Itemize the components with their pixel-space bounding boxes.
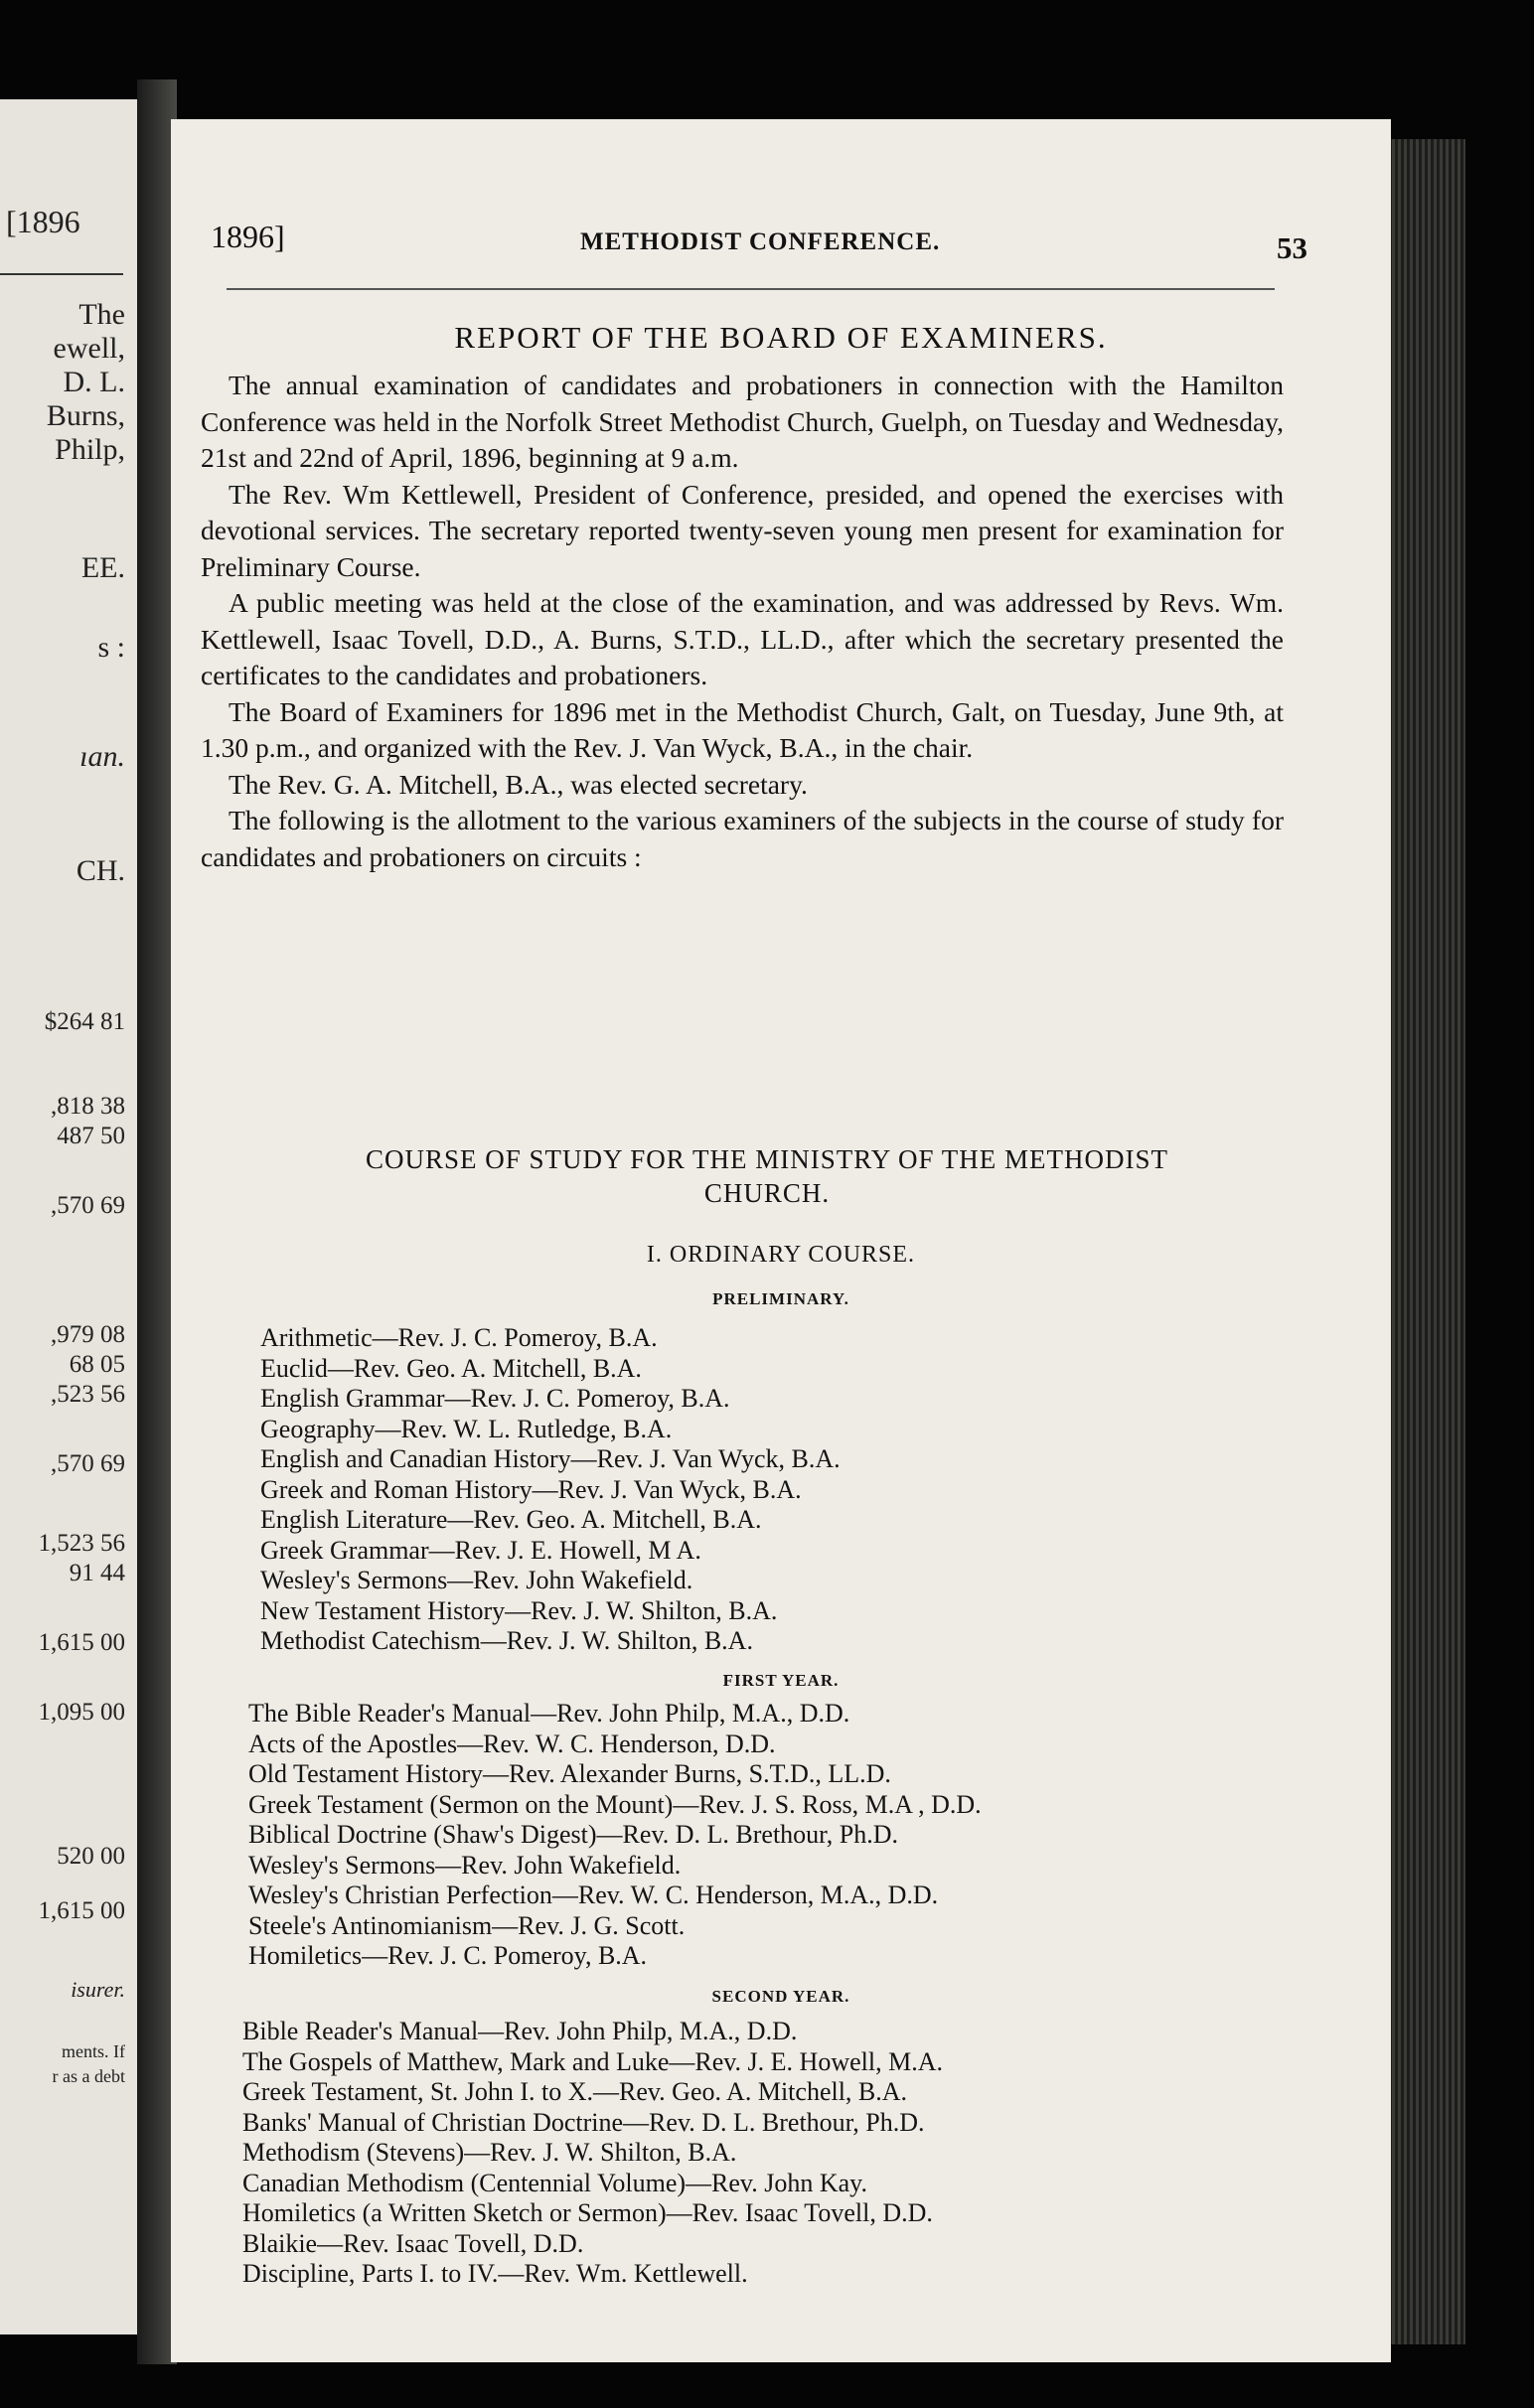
list-item: Bible Reader's Manual—Rev. John Philp, M.A., D.D. [242,2017,798,2045]
paragraph: The following is the allotment to the various examiners of the subjects in the course of study for candidates and probationers on circuits : [201,805,1284,872]
left-fragment: CH. [76,854,125,887]
list-item: Greek Testament, St. John I. to X.—Rev. Geo. A. Mitchell, B.A. [242,2077,908,2106]
left-fragment: EE. [80,551,125,584]
list-item: Wesley's Sermons—Rev. John Wakefield. [248,1850,682,1880]
list-item: Banks' Manual of Christian Doctrine—Rev. D. L. Brethour, Ph.D. [242,2107,925,2137]
page-number: 53 [1277,230,1307,265]
list-item: Greek and Roman History—Rev. J. Van Wyck, B.A. [260,1474,802,1504]
left-fragment: ,979 08 [51,1321,125,1348]
list-item: Wesley's Sermons—Rev. John Wakefield. [260,1566,693,1594]
list-item: Acts of the Apostles—Rev. W. C. Henderson, D.D. [248,1729,776,1758]
list-item: Arithmetic—Rev. J. C. Pomeroy, B.A. [260,1323,658,1352]
list-item: Biblical Doctrine (Shaw's Digest)—Rev. D. L. Brethour, Ph.D. [248,1820,899,1849]
left-fragment: r as a debt [52,2066,125,2086]
left-fragment: Philp, [55,433,125,466]
left-fragment: s : [97,631,125,664]
list-item: Greek Testament (Sermon on the Mount)—Rev. J. S. Ross, M.A , D.D. [248,1789,982,1819]
report-title: REPORT OF THE BOARD OF EXAMINERS. [454,320,1108,355]
list-item: Homiletics—Rev. J. C. Pomeroy, B.A. [248,1941,648,1970]
left-fragment: The [78,298,125,331]
list-item: Methodism (Stevens)—Rev. J. W. Shilton, B.A. [242,2138,737,2167]
left-fragment: 68 05 [69,1351,125,1378]
left-fragment: 520 00 [57,1843,125,1870]
list-item: Canadian Methodism (Centennial Volume)—Rev. John Kay. [242,2168,867,2197]
list-item: English and Canadian History—Rev. J. Van Wyck, B.A. [260,1444,841,1473]
second-year-heading: SECOND YEAR. [711,1987,850,2006]
left-fragment: 1,095 00 [38,1699,125,1726]
course-of-study-heading: COURSE OF STUDY FOR THE MINISTRY OF THE METHODIST CHURCH. [365,1144,1169,1208]
header-rule [227,288,1275,290]
left-fragment: ,570 69 [51,1450,125,1477]
list-item: Old Testament History—Rev. Alexander Burns, S.T.D., LL.D. [248,1759,891,1788]
left-fragment: isurer. [71,1977,125,2002]
list-item: English Grammar—Rev. J. C. Pomeroy, B.A. [260,1384,730,1413]
paragraph: The Rev. G. A. Mitchell, B.A., was elected secretary. [229,768,808,800]
page-edges [1386,139,1465,2344]
header-title: METHODIST CONFERENCE. [580,228,941,255]
left-fragment: ewell, [53,332,125,365]
list-item: New Testament History—Rev. J. W. Shilton, B.A. [260,1595,778,1625]
left-fragment: 91 44 [69,1560,125,1586]
left-fragment: ıan. [79,740,125,773]
left-fragment: 487 50 [57,1123,125,1149]
list-item: English Literature—Rev. Geo. A. Mitchell, B.A. [260,1505,762,1534]
left-fragment: 1,523 56 [38,1530,125,1557]
list-item: Geography—Rev. W. L. Rutledge, B.A. [260,1414,673,1443]
first-year-list [248,1699,982,1972]
left-fragment: 1,615 00 [38,1629,125,1656]
left-fragment: ,818 38 [51,1093,125,1120]
left-page-rule [0,273,123,275]
book-page [171,119,1391,2362]
left-fragment: 1,615 00 [38,1897,125,1924]
first-year-heading: FIRST YEAR. [722,1671,840,1690]
header-year: 1896] [211,219,285,254]
preliminary-heading: PRELIMINARY. [712,1289,849,1308]
paragraph: The Board of Examiners for 1896 met in the Methodist Church, Galt, on Tuesday, June 9th, at 1.30 p.m., and organized with the Rev. J. Van Wyck, B.A., in the chair. [201,695,1284,763]
list-item: The Gospels of Matthew, Mark and Luke—Rev. J. E. Howell, M.A. [242,2046,943,2076]
ordinary-course-heading: I. ORDINARY COURSE. [646,1242,916,1268]
list-item: Blaikie—Rev. Isaac Tovell, D.D. [242,2228,584,2258]
left-fragment: Burns, [46,399,125,432]
left-fragment: ,523 56 [51,1381,125,1408]
paragraph: The annual examination of candidates and probationers in connection with the Hamilton Conference was held in the Norfolk Street Methodist Church, Guelph, on Tuesday and Wednesday, 21st and 22nd of April, 1896, beginning at 9 a.m. [201,370,1284,473]
report-body [201,368,1284,875]
list-item: Homiletics (a Written Sketch or Sermon)—Rev. Isaac Tovell, D.D. [242,2198,933,2227]
paragraph: The Rev. Wm Kettlewell, President of Conference, presided, and opened the exercises with devotional services. The secretary reported twenty-seven young men present for examination for Preliminary Course. [201,478,1284,582]
left-fragment: ,570 69 [51,1192,125,1219]
left-fragment: ments. If [62,2041,125,2061]
paragraph: A public meeting was held at the close of the examination, and was addressed by Revs. Wm. Kettlewell, Isaac Tovell, D.D., A. Burns, S.T.D., LL.D., after which the secretary presented the certificates to the candidates and probationers. [201,587,1284,690]
list-item: The Bible Reader's Manual—Rev. John Philp, M.A., D.D. [248,1699,850,1728]
left-fragment: $264 81 [44,1008,125,1035]
left-page-fragment [0,99,142,2334]
list-item: Discipline, Parts I. to IV.—Rev. Wm. Kettlewell. [242,2259,748,2288]
left-fragment: D. L. [63,366,125,398]
preliminary-list [260,1323,841,1657]
running-header [211,219,1307,268]
list-item: Methodist Catechism—Rev. J. W. Shilton, B.A. [260,1626,753,1655]
left-page-header-year: [1896 [6,204,80,239]
list-item: Greek Grammar—Rev. J. E. Howell, M A. [260,1535,701,1565]
list-item: Steele's Antinomianism—Rev. J. G. Scott. [248,1910,686,1940]
second-year-list [242,2017,943,2290]
list-item: Wesley's Christian Perfection—Rev. W. C. Henderson, M.A., D.D. [248,1881,939,1909]
list-item: Euclid—Rev. Geo. A. Mitchell, B.A. [260,1353,642,1383]
